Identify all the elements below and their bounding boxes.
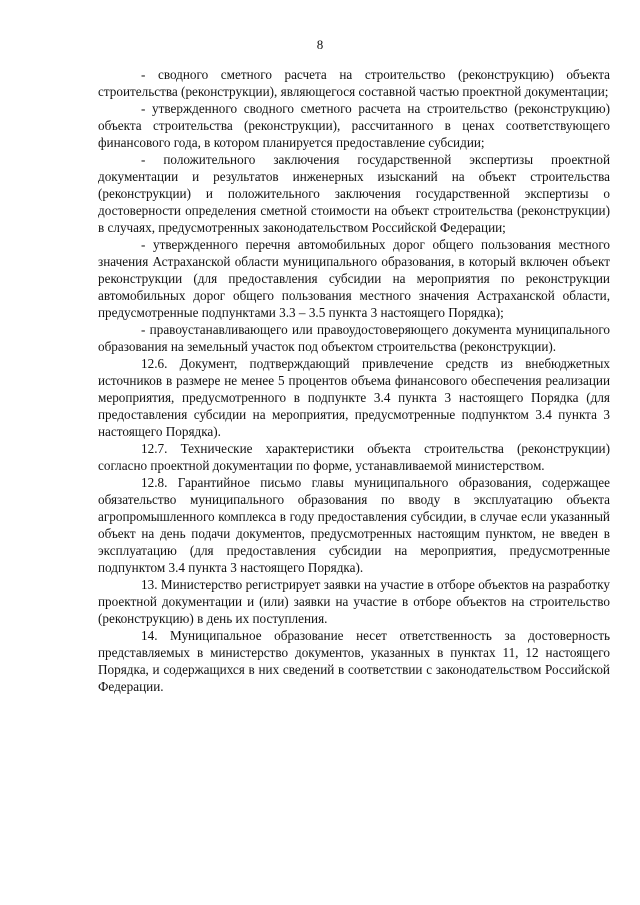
paragraph-14: 14. Муниципальное образование несет ответственность за достоверность представляемых в министерство документов, указанных в пунктах 11, 12 настоящего Порядка, и содержащихся в них сведений в соответствии с законодательством Российской Федерации. bbox=[98, 628, 610, 694]
paragraph-list-item-3: - положительного заключения государственной экспертизы проектной документации и результатов инженерных изысканий на объект строительства (реконструкции) и положительного заключения государственной экспертизы о достоверности определения сметной стоимости на объект строительства (реконструкции) в случаях, предусмотренных законодательством Российской Федерации; bbox=[98, 152, 610, 235]
paragraph-13: 13. Министерство регистрирует заявки на участие в отборе объектов на разработку проектной документации и (или) заявки на участие в отборе объектов на строительство (реконструкцию) в день их поступления. bbox=[98, 577, 610, 626]
paragraph-12-8: 12.8. Гарантийное письмо главы муниципального образования, содержащее обязательство муниципального образования по вводу в эксплуатацию объекта агропромышленного комплекса в году предоставления субсидии, в случае если указанный объект на день подачи документов, предусмотренных настоящим пунктом, не введен в эксплуатацию (для предоставления субсидии на мероприятия, предусмотренные подпунктом 3.4 пункта 3 настоящего Порядка). bbox=[98, 475, 610, 575]
paragraph-list-item-4: - утвержденного перечня автомобильных дорог общего пользования местного значения Астраханской области муниципального образования, в который включен объект реконструкции (для предоставления субсидии на мероприятия по реконструкции автомобильных дорог общего пользования местного значения Астраханской области, предусмотренные подпунктами 3.3 – 3.5 пункта 3 настоящего Порядка); bbox=[98, 237, 610, 320]
paragraph-list-item-5: - правоустанавливающего или правоудостоверяющего документа муниципального образования на земельный участок под объектом строительства (реконструкции). bbox=[98, 322, 610, 354]
document-body bbox=[98, 66, 610, 695]
paragraph-list-item-2: - утвержденного сводного сметного расчета на строительство (реконструкцию) объекта строительства (реконструкции), рассчитанного в ценах соответствующего финансового года, в котором планируется предоставление субсидии; bbox=[98, 101, 610, 150]
paragraph-list-item-1: - сводного сметного расчета на строительство (реконструкцию) объекта строительства (реконструкции), являющегося составной частью проектной документации; bbox=[98, 67, 610, 99]
page-number: 8 bbox=[316, 37, 324, 52]
paragraph-12-6: 12.6. Документ, подтверждающий привлечение средств из внебюджетных источников в размере не менее 5 процентов объема финансового обеспечения реализации мероприятия, предусмотренного в подпункте 3.4 пункта 3 настоящего Порядка (для предоставления субсидии на мероприятия, предусмотренные подпунктом 3.4 пункта 3 настоящего Порядка). bbox=[98, 356, 610, 439]
paragraph-12-7: 12.7. Технические характеристики объекта строительства (реконструкции) согласно проектной документации по форме, устанавливаемой министерством. bbox=[98, 441, 610, 473]
